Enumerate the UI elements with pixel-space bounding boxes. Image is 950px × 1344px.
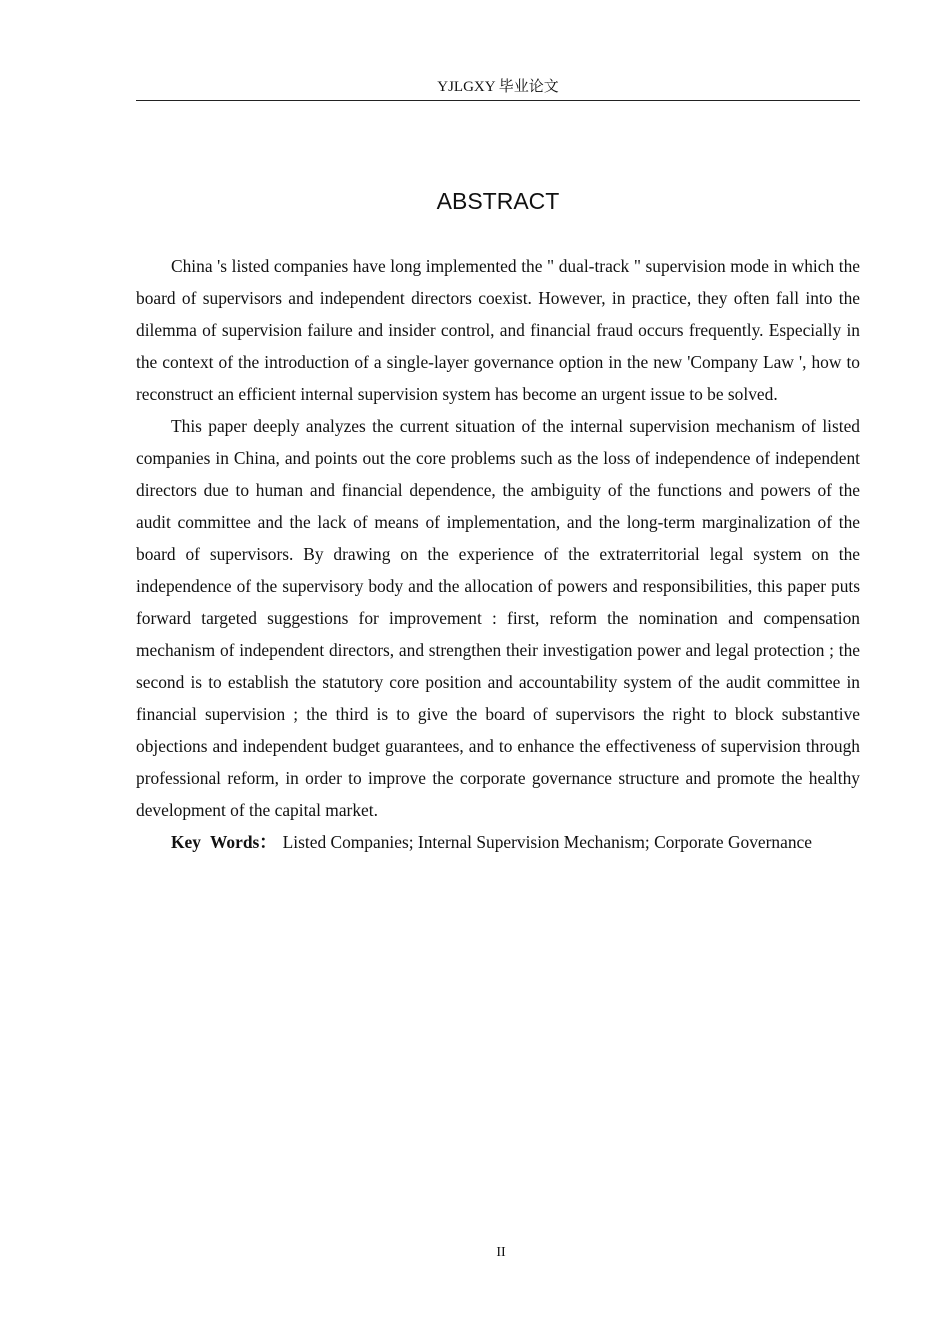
abstract-body [136, 250, 860, 858]
running-header: YJLGXY 毕业论文 [437, 79, 559, 95]
keywords-separator: ： [259, 832, 277, 852]
keywords-line [136, 826, 860, 858]
abstract-title: ABSTRACT [436, 188, 560, 214]
page-number: II [496, 1245, 506, 1260]
header-divider [136, 100, 860, 101]
keywords-text: Listed Companies; Internal Supervision Mechanism; Corporate Governance [282, 832, 812, 852]
abstract-paragraph-1: China 's listed companies have long implemented the " dual-track " supervision mode in which the board of supervisors and independent directors coexist. However, in practice, they often fall into the dilemma of supervision failure and insider control, and financial fraud occurs frequently. Especially in the context of the introduction of a single-layer governance option in the new 'Company Law ', how to reconstruct an efficient internal supervision system has become an urgent issue to be solved. [136, 256, 860, 404]
abstract-paragraph-2: This paper deeply analyzes the current situation of the internal supervision mechanism of listed companies in China, and points out the core problems such as the loss of independence of independent directors due to human and financial dependence, the ambiguity of the functions and powers of the audit committee and the lack of means of implementation, and the long-term marginalization of the board of supervisors. By drawing on the experience of the extraterritorial legal system on the independence of the supervisory body and the allocation of powers and responsibilities, this paper puts forward targeted suggestions for improvement : first, reform the nomination and compensation mechanism of independent directors, and strengthen their investigation power and legal protection ; the second is to establish the statutory core position and accountability system of the audit committee in financial supervision ; the third is to give the board of supervisors the right to block substantive objections and independent budget guarantees, and to enhance the effectiveness of supervision through professional reform, in order to improve the corporate governance structure and promote the healthy development of the capital market. [136, 416, 860, 820]
keywords-label: Key Words [171, 832, 260, 852]
